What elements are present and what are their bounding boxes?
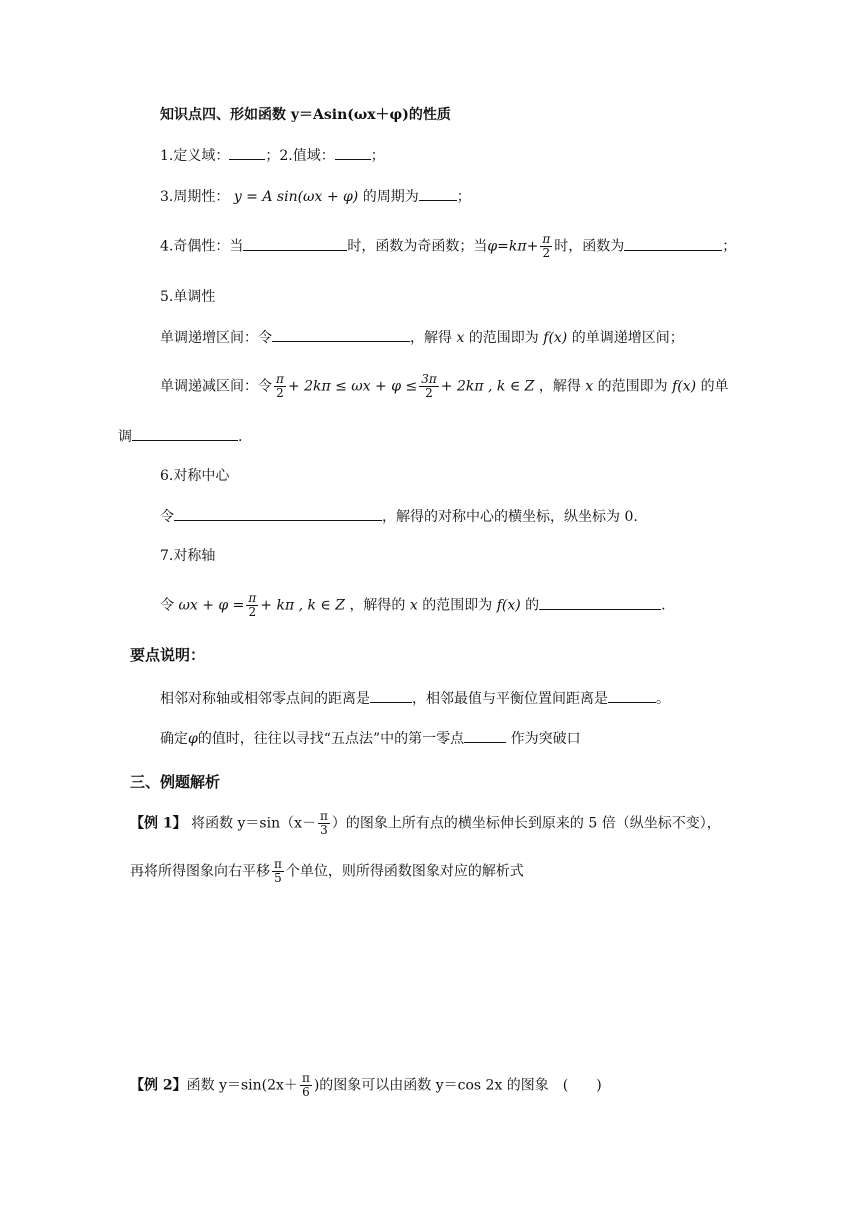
period-label: 3.周期性： [160, 189, 230, 205]
inc-blank [272, 327, 410, 342]
parity-phi: φ=kπ+ [487, 238, 539, 255]
example-1-text4: 个单位，则所得函数图象对应的解析式 [285, 863, 524, 880]
period-blank [419, 186, 457, 201]
dec-fraction-1 [274, 373, 286, 400]
example-1-label: 【例 1】 [130, 815, 187, 832]
notes-distance-text: ，相邻最值与平衡位置间距离是 [412, 691, 608, 707]
dec-frac1-num: π [276, 372, 284, 386]
inc-fx: f(x) [543, 330, 568, 346]
domain-label: 1.定义域： [160, 148, 230, 164]
inc-text: ，解得 [410, 330, 452, 346]
dec-cont: 调 [118, 429, 132, 445]
dec-fraction-2 [419, 373, 439, 400]
example-2 [130, 1072, 602, 1099]
example-2-frac-num: π [301, 1071, 310, 1085]
notes-zero-blank [464, 728, 506, 743]
item-monotonic-title: 5.单调性 [160, 289, 216, 305]
dec-frac2-num: 3π [421, 372, 437, 386]
range-blank [335, 145, 371, 160]
example-2-text2: )的图象可以由函数 y＝cos 2x 的图象 ( ) [313, 1077, 602, 1094]
sym-axis-frac-num: π [248, 591, 257, 605]
dec-inequality: + 2kπ ≤ ωx + φ ≤ [287, 378, 418, 395]
inc-text2: 的范围即为 [468, 330, 539, 346]
parity-text2: 时，函数为 [554, 238, 625, 255]
dec-blank [132, 426, 238, 441]
sym-center-text: ，解得的对称中心的横坐标，纵坐标为 0. [382, 509, 638, 525]
dec-frac1-den: 2 [276, 386, 284, 400]
example-2-frac-den: 6 [302, 1085, 310, 1099]
dec-text2: 的范围即为 [597, 378, 668, 395]
dec-text3: 的单 [700, 378, 729, 395]
item-symmetry-center-title: 6.对称中心 [160, 468, 230, 484]
parity-label: 4.奇偶性：当 [160, 238, 244, 255]
sym-axis-end: . [661, 597, 666, 614]
example-1-line-2 [130, 858, 524, 885]
range-label: ；2.值域： [265, 148, 335, 164]
notes-phi-end: 作为突破口 [506, 731, 581, 747]
parity-fraction [540, 233, 552, 260]
sym-center-blank [174, 506, 382, 521]
notes-phi: φ [188, 731, 198, 747]
sym-axis-text: ，解得的 [349, 597, 406, 614]
example-2-label: 【例 2】 [130, 1077, 187, 1094]
notes-line-2 [160, 728, 581, 749]
period-text: 的周期为 [362, 189, 419, 205]
sym-axis-blank [539, 595, 661, 610]
increasing-interval [160, 327, 684, 348]
sym-axis-text3: 的 [525, 597, 540, 614]
parity-even-blank [624, 236, 722, 251]
period-formula: y = A sin(ωx + φ) [233, 189, 359, 205]
sym-axis-text2: 的范围即为 [422, 597, 493, 614]
notes-distance-blank [370, 688, 412, 703]
notes-phi-text: 的值时，往往以寻找“五点法”中的第一零点 [197, 731, 465, 747]
notes-line-1 [160, 688, 670, 709]
example-2-fraction [300, 1072, 312, 1099]
sym-center-label: 令 [160, 509, 174, 525]
symmetry-center [160, 506, 638, 527]
example-1-text3: 再将所得图象向右平移 [130, 863, 270, 880]
item-period [160, 186, 471, 207]
dec-x: x [585, 378, 594, 395]
example-1-frac2-num: π [274, 857, 282, 871]
parity-odd-blank [243, 236, 347, 251]
domain-blank [229, 145, 265, 160]
dec-end: . [238, 429, 243, 445]
example-1-fraction [318, 810, 330, 837]
example-1-text2: ）的图象上所有点的横坐标伸长到原来的 5 倍（纵坐标不变）， [331, 815, 721, 832]
item-domain-range [160, 145, 385, 166]
parity-end: ； [722, 238, 737, 255]
dec-inequality-tail: + 2kπ , k ∈ Z [440, 378, 535, 395]
sym-axis-fx: f(x) [496, 597, 521, 614]
sym-axis-x: x [409, 597, 418, 614]
parity-frac-den: 2 [542, 246, 551, 260]
notes-title: 要点说明： [130, 646, 206, 664]
range-end: ； [370, 148, 385, 164]
inc-label: 单调递增区间：令 [160, 330, 272, 346]
inc-x: x [456, 330, 465, 346]
dec-frac2-den: 2 [425, 386, 433, 400]
decreasing-interval [160, 373, 729, 400]
notes-phi-label: 确定 [160, 731, 188, 747]
examples-title: 三、例题解析 [130, 773, 221, 791]
sym-axis-frac-den: 2 [248, 605, 257, 619]
sym-axis-formula-tail: + kπ , k ∈ Z [260, 597, 345, 614]
item-symmetry-axis-title: 7.对称轴 [160, 548, 216, 564]
item-parity [160, 233, 736, 260]
example-1-frac-den: 3 [320, 823, 328, 837]
sym-axis-formula: ωx + φ = [178, 597, 245, 614]
example-1-frac2-den: 5 [274, 871, 282, 885]
example-2-text: 函数 y＝sin(2x＋ [186, 1077, 298, 1094]
sym-axis-label: 令 [160, 597, 174, 614]
parity-frac-num: π [542, 232, 551, 246]
notes-distance-label: 相邻对称轴或相邻零点间的距离是 [160, 691, 370, 707]
period-end: ； [456, 189, 471, 205]
example-1-frac-num: π [320, 809, 328, 823]
notes-balance-blank [608, 688, 656, 703]
parity-text: 时，函数为奇函数；当 [347, 238, 488, 255]
example-1-text: 将函数 y＝sin（x－ [186, 815, 317, 832]
section-title: 知识点四、形如函数 y＝Asin(ωx＋φ)的性质 [160, 107, 451, 123]
example-1-fraction-2 [272, 858, 284, 885]
symmetry-axis [160, 592, 666, 619]
sym-axis-fraction [246, 592, 258, 619]
notes-end: 。 [656, 691, 670, 707]
dec-label: 单调递减区间：令 [160, 378, 272, 395]
dec-fx: f(x) [672, 378, 697, 395]
dec-text: ，解得 [538, 378, 581, 395]
example-1-line-1 [130, 810, 721, 837]
inc-text3: 的单调递增区间； [571, 330, 684, 346]
decreasing-interval-cont [118, 426, 242, 447]
